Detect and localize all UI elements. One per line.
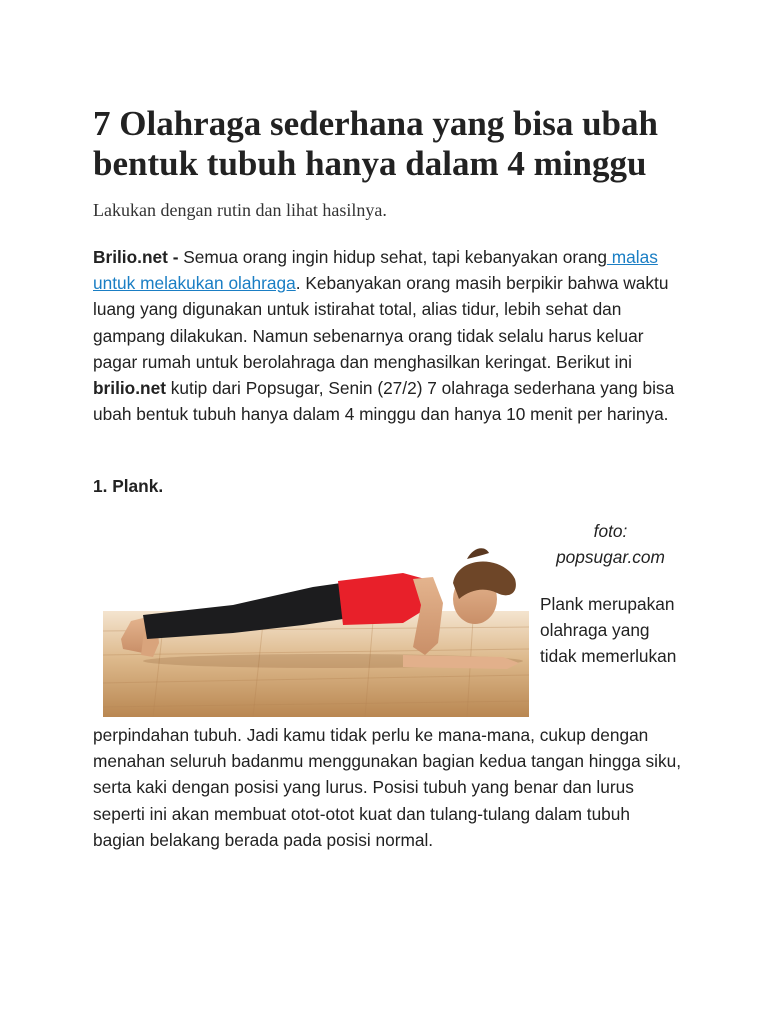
brilio-source: brilio.net <box>93 378 166 399</box>
source-label: Brilio.net - <box>93 247 179 267</box>
plank-description-side: Plank merupakan olahraga yang tidak memerlukan <box>540 594 677 667</box>
intro-text-3: kutip dari Popsugar, Senin (27/2) 7 olahraga sederhana yang bisa ubah bentuk tubuh hanya dalam 4 minggu dan hanya 10 menit per harinya. <box>93 378 675 425</box>
photo-caption <box>538 518 683 570</box>
section-heading-plank: 1. Plank. <box>93 476 164 496</box>
intro-text-2: . Kebanyakan orang masih berpikir bahwa waktu luang yang digunakan untuk istirahat total, alias tidur, lebih sehat dan gampang dilakukan. Namun sebenarnya orang tidak selalu harus keluar pagar rumah untuk berolahraga dan menghasilkan keringat. Berikut ini <box>93 273 669 372</box>
photo-caption-source: popsugar.com <box>556 547 665 568</box>
article-subtitle: Lakukan dengan rutin dan lihat hasilnya. <box>93 200 387 220</box>
plank-illustration <box>103 543 529 717</box>
plank-description: perpindahan tubuh. Jadi kamu tidak perlu ke mana-mana, cukup dengan menahan seluruh badanmu menggunakan bagian kedua tangan hingga siku, serta kaki dengan posisi yang lurus. Posisi tubuh yang benar dan lurus seperti ini akan membuat otot-otot kuat dan tulang-tulang dalam tubuh bagian belakang berada pada posisi normal. <box>93 725 682 850</box>
photo-caption-line1: foto: <box>593 521 628 541</box>
intro-paragraph <box>93 244 683 427</box>
article-title: 7 Olahraga sederhana yang bisa ubah bentuk tubuh hanya dalam 4 minggu <box>93 104 658 183</box>
plank-photo <box>103 543 529 717</box>
intro-text-1: Semua orang ingin hidup sehat, tapi kebanyakan orang <box>178 247 607 267</box>
lazy-exercise-link[interactable]: malas untuk melakukan olahraga <box>93 247 658 294</box>
